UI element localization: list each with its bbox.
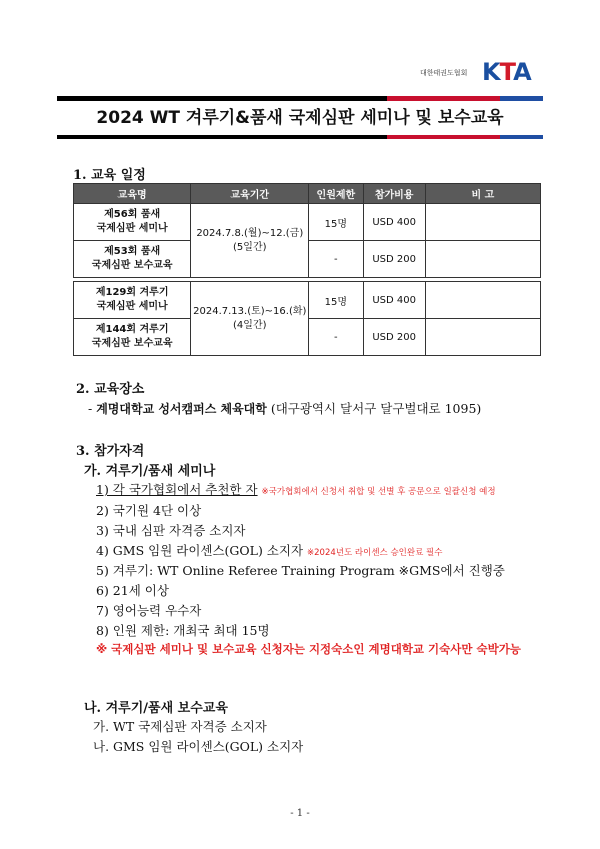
fee-cell: USD 400 xyxy=(363,204,425,241)
th-course-name: 교육명 xyxy=(74,184,191,204)
logo-mark-a: A xyxy=(513,58,531,86)
period-line2: (5일간) xyxy=(233,241,267,253)
limit-cell: 15명 xyxy=(309,282,363,319)
header-bar-bottom-blue xyxy=(500,135,543,139)
logo-org-name: 대한태권도협회 xyxy=(420,69,468,77)
qualification-note: ※2024년도 라이센스 승인완료 필수 xyxy=(307,548,443,558)
header-bar-bottom-black xyxy=(57,135,387,139)
header-bar-top-blue xyxy=(500,96,543,101)
document-title: 2024 WT 겨루기&품새 국제심판 세미나 및 보수교육 xyxy=(96,108,504,128)
list-item xyxy=(96,621,270,639)
course-name-cell xyxy=(74,319,191,356)
course-name-line1: 제53회 품새 xyxy=(104,246,161,257)
limit-cell: - xyxy=(309,319,363,356)
list-item: 나. GMS 임원 라이센스(GOL) 소지자 xyxy=(93,739,304,754)
course-name-line2: 국제심판 세미나 xyxy=(96,223,168,234)
section3-heading: 3. 참가자격 xyxy=(76,444,145,459)
qualification-text: 4) GMS 임원 라이센스(GOL) 소지자 xyxy=(96,543,304,558)
table-row xyxy=(74,204,541,241)
qualification-text: 3) 국내 심판 자격증 소지자 xyxy=(96,523,246,538)
fee-cell: USD 200 xyxy=(363,241,425,278)
fee-cell: USD 200 xyxy=(363,319,425,356)
logo-mark-k: K xyxy=(482,58,500,86)
section1-heading: 1. 교육 일정 xyxy=(73,168,146,183)
period-line2: (4일간) xyxy=(233,319,267,331)
note-cell xyxy=(425,282,540,319)
section3b-heading: 나. 겨루기/품새 보수교육 xyxy=(84,701,228,716)
kta-logo xyxy=(420,58,530,88)
list-item xyxy=(96,581,169,599)
page-number: - 1 - xyxy=(290,808,310,819)
qualification-text: 8) 인원 제한: 개최국 최대 15명 xyxy=(96,623,270,638)
course-name-cell xyxy=(74,241,191,278)
course-name-line1: 제56회 품새 xyxy=(104,209,161,220)
qualification-text: 6) 21세 이상 xyxy=(96,583,169,598)
course-name-cell xyxy=(74,282,191,319)
qualification-text: 7) 영어능력 우수자 xyxy=(96,603,202,618)
list-item xyxy=(96,541,442,559)
limit-cell: - xyxy=(309,241,363,278)
limit-cell: 15명 xyxy=(309,204,363,241)
note-cell xyxy=(425,319,540,356)
logo-mark xyxy=(482,58,531,86)
section2-heading: 2. 교육장소 xyxy=(76,382,145,397)
note-cell xyxy=(425,204,540,241)
list-item xyxy=(96,480,496,498)
header-bar-top-black xyxy=(57,96,387,101)
course-name-line2: 국제심판 세미나 xyxy=(96,301,168,312)
venue-prefix: - xyxy=(88,401,97,416)
list-item xyxy=(96,601,201,619)
course-name-line2: 국제심판 보수교육 xyxy=(91,338,173,349)
venue-line xyxy=(88,399,481,417)
th-period: 교육기간 xyxy=(191,184,309,204)
qualification-text: 1) 각 국가협회에서 추천한 자 xyxy=(96,482,258,497)
accommodation-warning: ※ 국제심판 세미나 및 보수교육 신청자는 지정숙소인 계명대학교 기숙사만 숙박가능 xyxy=(96,642,521,656)
course-name-cell xyxy=(74,204,191,241)
qualification-text: 2) 국기원 4단 이상 xyxy=(96,503,202,518)
list-item xyxy=(96,501,201,519)
venue-name: 계명대학교 성서캠퍼스 체육대학 xyxy=(96,402,267,416)
logo-mark-t: T xyxy=(499,58,514,86)
venue-address: (대구광역시 달서구 달구벌대로 1095) xyxy=(266,401,482,416)
period-line1: 2024.7.8.(월)~12.(금) xyxy=(196,227,304,239)
th-note: 비 고 xyxy=(425,184,540,204)
th-fee: 참가비용 xyxy=(363,184,425,204)
qualification-note: ※국가협회에서 신청서 취합 및 선별 후 공문으로 일괄신청 예정 xyxy=(261,487,496,497)
period-cell xyxy=(191,282,309,356)
qualification-text: 5) 겨루기: WT Online Referee Training Program ※GMS에서 진행중 xyxy=(96,563,505,578)
th-limit: 인원제한 xyxy=(309,184,363,204)
period-line1: 2024.7.13.(토)~16.(화) xyxy=(193,305,307,317)
list-item xyxy=(96,561,505,579)
course-name-line1: 제144회 겨루기 xyxy=(95,324,169,335)
course-name-line2: 국제심판 보수교육 xyxy=(91,260,173,271)
table-row xyxy=(74,282,541,319)
note-cell xyxy=(425,241,540,278)
course-name-line1: 제129회 겨루기 xyxy=(95,287,169,298)
section3a-heading: 가. 겨루기/품새 세미나 xyxy=(84,464,216,479)
period-cell xyxy=(191,204,309,278)
list-item xyxy=(96,521,245,539)
schedule-table xyxy=(73,183,541,356)
list-item: 가. WT 국제심판 자격증 소지자 xyxy=(93,719,267,734)
fee-cell: USD 400 xyxy=(363,282,425,319)
